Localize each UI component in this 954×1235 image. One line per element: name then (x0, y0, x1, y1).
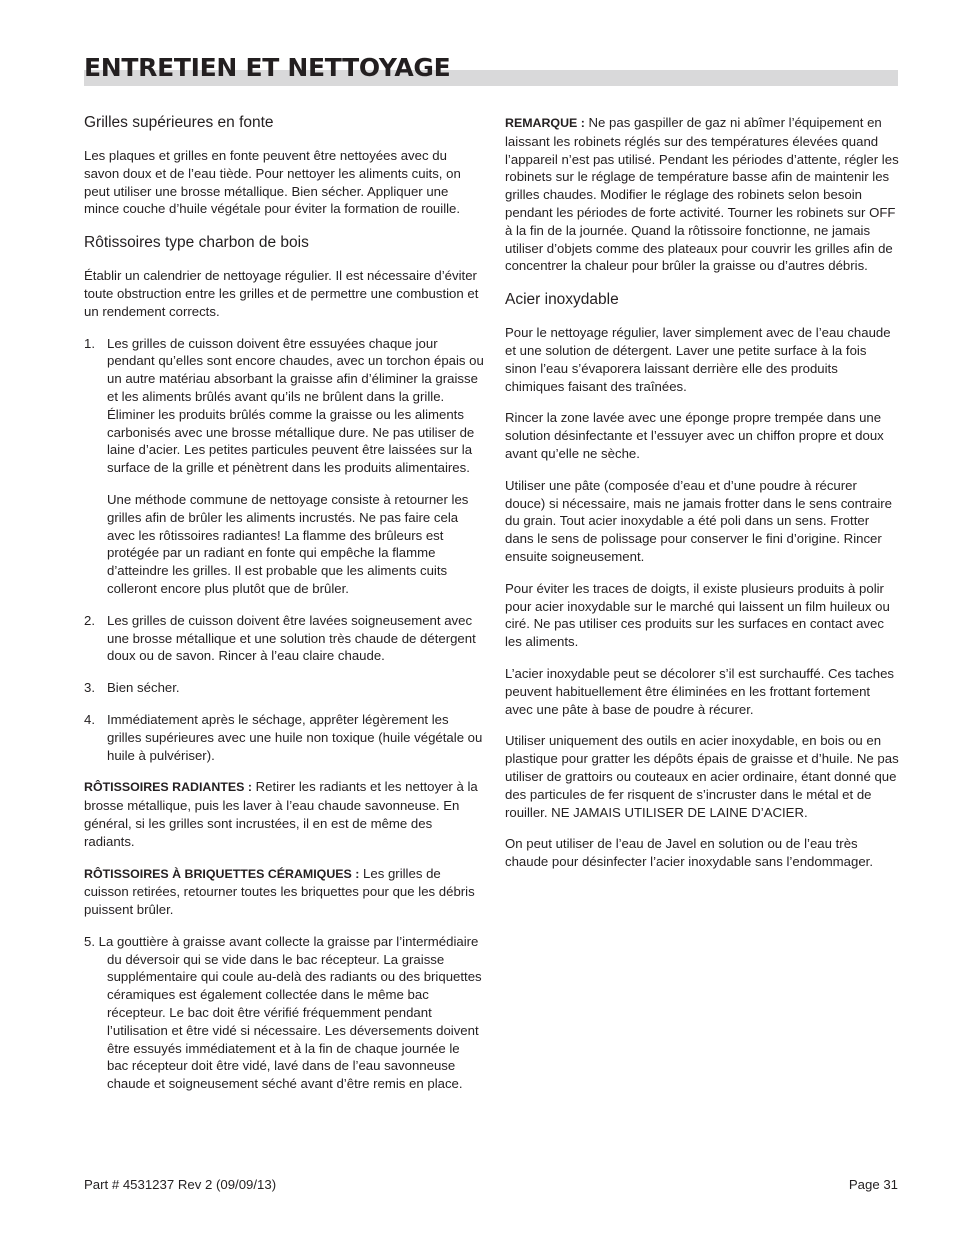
paragraph: Les plaques et grilles en fonte peuvent être nettoyées avec du savon doux et de l’eau tiède. Pour nettoyer les aliments cuits, on peut utiliser une brosse métallique. Bien sécher. Appliquer une mince couche d’huile végétale pour éviter la formation de rouille. (84, 148, 461, 217)
list-item: Une méthode commune de nettoyage consiste à retourner les grilles afin de brûler les aliments incrustés. Ne pas faire cela avec les rôtissoires radiantes! La flamme des brûleurs est protégée par un radiant en fonte qui empêche la flamme d’atteindre les grilles. Il est probable que les aliments cuits colleront encore plus plutôt que de brûler. (107, 491, 469, 596)
section-heading-charcoal: Rôtissoires type charbon de bois (84, 234, 309, 252)
list-item-5: 5. La gouttière à graisse avant collecte la graisse par l’intermédiaire du déversoir qui se vide dans le bac récepteur. La graisse supplémentaire qui coule au-delà des radiants ou des briquettes céramiques est également collectée dans le même bac récepteur. Le bac doit être vérifié fréquemment pendant l’utilisation et être vidé si nécessaire. Les déversements doivent être essuyés immédiatement et à la fin de chaque journée le bac récepteur doit être vidé, lavé dans de l’eau savonneuse chaude et soigneusement séché avant d’être remis en place. (84, 933, 482, 1092)
right-column (505, 114, 900, 885)
remark-note: REMARQUE : Ne pas gaspiller de gaz ni abîmer l’équipement en laissant les robinets réglés sur des températures élevées quand l’appareil n’est pas utilisé. Pendant les périodes d’attente, régler les robinets sur le réglage de température basse afin de maintenir les grilles chaudes. Modifier le réglage des robinets selon besoin pendant les périodes de forte activité. Tourner les robinets sur OFF à la fin de la journée. Quand la rôtissoire fonctionne, ne jamais utiliser d’objets comme des plateaux pour couvrir les grilles afin de concentrer la chaleur pour brûler la graisse ou d’autres débris. (505, 115, 899, 274)
list-item: 3. Bien sécher. (84, 680, 180, 696)
section-heading-cast-iron: Grilles supérieures en fonte (84, 114, 274, 131)
paragraph: Utiliser uniquement des outils en acier inoxydable, en bois ou en plastique pour gratter les dépôts épais de graisse et d’huile. Ne pas utiliser de grattoirs ou couteaux en acier ordinaire, étant donné que des particules de fer risquent de s’incruster dans le métal et de rouiller. NE JAMAIS UTILISER DE LAINE D’ACIER. (505, 733, 899, 820)
list-item: 1. Les grilles de cuisson doivent être essuyées chaque jour pendant qu’elles sont encore chaudes, avec un torchon épais ou un autre matériau absorbant la graisse afin d’éliminer la graisse et les aliments brûlés avant qu’ils ne brûlent dans la grille. Éliminer les produits brûlés comme la graisse ou les aliments carbonisés avec une brosse métallique dure. Ne pas utiliser de laine d’acier. Les petites particules peuvent être laissées sur la surface de la grille et pénètrent dans les produits alimentaires. (84, 335, 484, 476)
paragraph: Rincer la zone lavée avec une éponge propre trempée dans une solution désinfectante et l’essuyer avec un chiffon propre et doux avant qu’elle ne sèche. (505, 410, 884, 461)
paragraph: On peut utiliser de l’eau de Javel en solution ou de l’eau très chaude pour désinfecter l’acier inoxydable sans l’endommager. (505, 836, 874, 870)
remark-label: REMARQUE : (505, 116, 585, 130)
section-heading-stainless: Acier inoxydable (505, 291, 619, 309)
paragraph: Pour le nettoyage régulier, laver simplement avec de l’eau chaude et une solution de détergent. Laver une petite surface à la fois sinon l’eau s’évaporera laissant derrière elle des produits chimiques faisant des traînées. (505, 325, 891, 394)
paragraph: Utiliser une pâte (composée d’eau et d’une poudre à récurer douce) si nécessaire, mais ne jamais frotter dans le sens contraire du grain. Tout acier inoxydable a été poli dans un sens. Frotter dans le sens de polissage pour conserver le fini d’origine. Rincer ensuite soigneusement. (505, 477, 893, 564)
radiant-note: RÔTISSOIRES RADIANTES : Retirer les radiants et les nettoyer à la brosse métallique, puis les laver à l’eau chaude savonneuse. En général, si les grilles sont incrustées, il en est de même des radiants. (84, 779, 478, 849)
footer-part-number: Part # 4531237 Rev 2 (09/09/13) (84, 1177, 277, 1192)
ceramic-label: RÔTISSOIRES À BRIQUETTES CÉRAMIQUES : (84, 866, 360, 881)
ceramic-note: RÔTISSOIRES À BRIQUETTES CÉRAMIQUES : Les grilles de cuisson retirées, retourner toutes les briquettes pour que les débris puissent brûler. (84, 865, 475, 918)
paragraph: Établir un calendrier de nettoyage régulier. Il est nécessaire d’éviter toute obstruction entre les grilles et de permettre une combustion et un rendement corrects. (84, 268, 479, 319)
radiant-label: RÔTISSOIRES RADIANTES : (84, 780, 252, 795)
left-column (84, 112, 484, 1107)
cleaning-steps-list (84, 335, 484, 765)
paragraph: Pour éviter les traces de doigts, il existe plusieurs produits à polir pour acier inoxydable sur le marché qui laissent un film huileux ou ciré. Ne pas utiliser ces produits sur les surfaces en contact avec les aliments. (505, 580, 890, 650)
footer-page-number: Page 31 (848, 1177, 898, 1192)
list-item: 4. Immédiatement après le séchage, apprêter légèrement les grilles supérieures avec une huile non toxique (huile végétale ou huile à pulvériser). (84, 711, 483, 763)
page-title: ENTRETIEN ET NETTOYAGE (84, 53, 451, 82)
list-item: 2. Les grilles de cuisson doivent être lavées soigneusement avec une brosse métallique et une solution très chaude de détergent doux ou de savon. Rincer à l’eau claire chaude. (84, 612, 476, 664)
paragraph: L’acier inoxydable peut se décolorer s’il est surchauffé. Ces taches peuvent habituellement être éliminées en les frottant fortement avec une pâte à base de poudre à récurer. (505, 665, 895, 717)
